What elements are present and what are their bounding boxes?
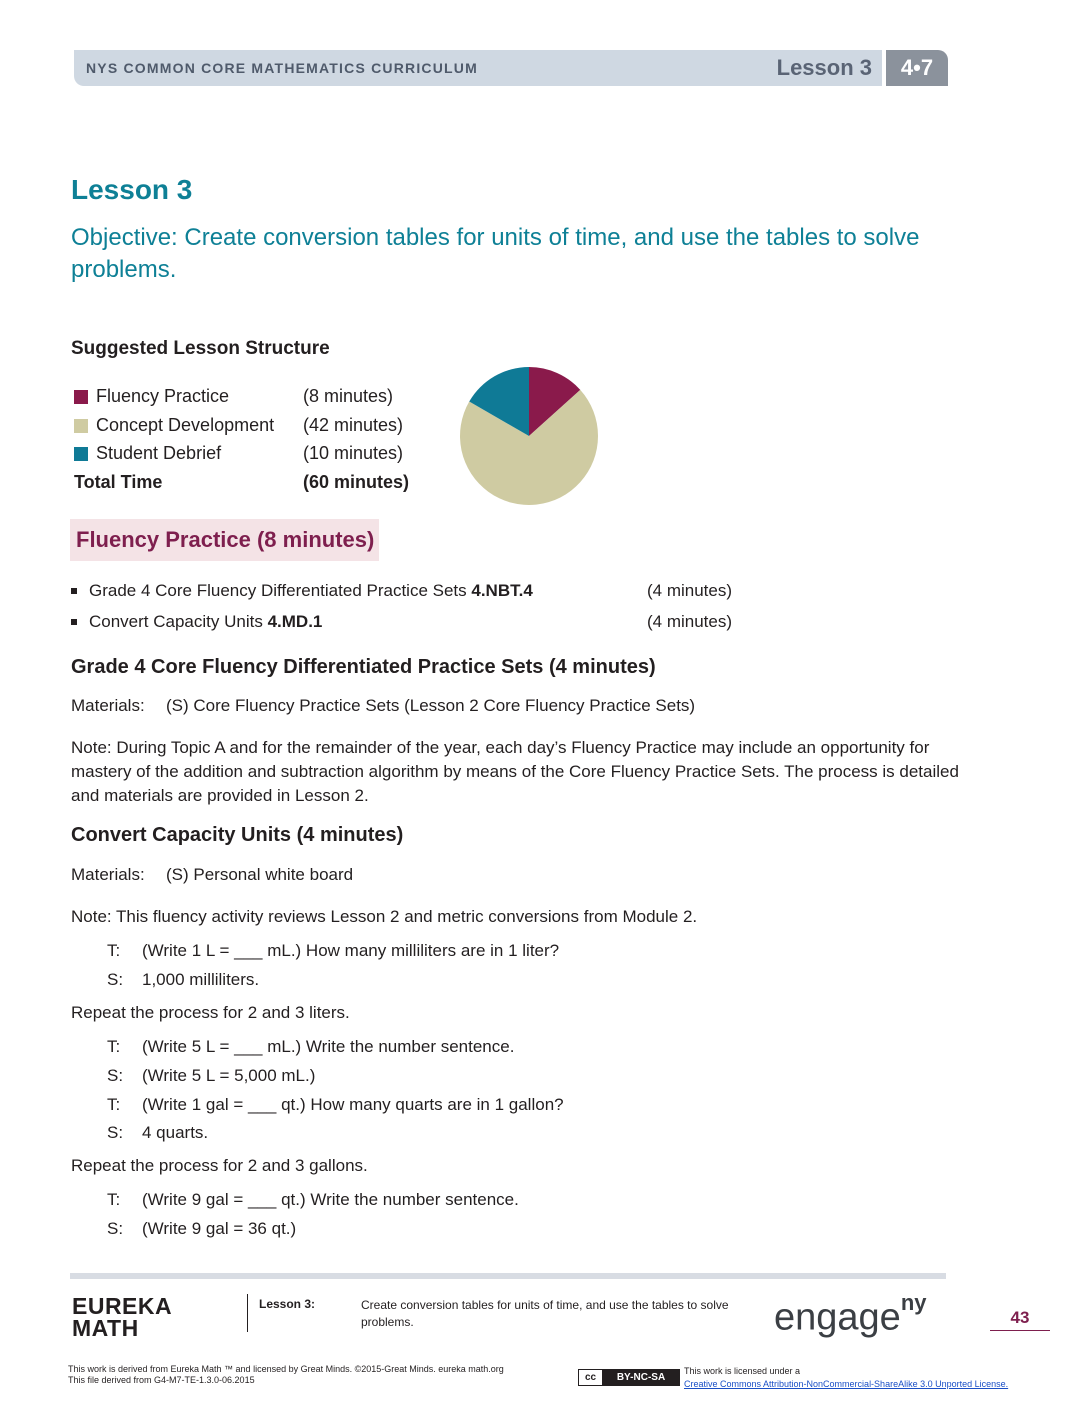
square-bullet-icon [71, 588, 77, 594]
engage-text: engage [774, 1296, 901, 1339]
logo-line-1: EUREKA [72, 1293, 173, 1319]
curriculum-label: NYS COMMON CORE MATHEMATICS CURRICULUM [86, 60, 478, 76]
total-time-label: Total Time [74, 472, 163, 492]
fluency-item-text [89, 610, 322, 634]
cc-badge-text: BY-NC-SA [603, 1370, 679, 1385]
legend-swatch [74, 447, 88, 461]
ny-text: ny [900, 1290, 927, 1315]
header-lesson: Lesson 3 [776, 55, 872, 80]
dialog-text: (Write 9 gal = 36 qt.) [142, 1219, 297, 1238]
dialog-speaker: T: [107, 1037, 121, 1056]
fluency-item-standard: 4.MD.1 [267, 612, 323, 631]
dialog-text: 1,000 milliliters. [142, 970, 260, 989]
dialog-speaker: S: [107, 1066, 124, 1085]
fluency-heading: Fluency Practice (8 minutes) [76, 527, 375, 552]
materials-text: (S) Core Fluency Practice Sets (Lesson 2 Core Fluency Practice Sets) [166, 696, 696, 715]
legend-swatch [74, 419, 88, 433]
lesson-structure-pie-chart [458, 365, 600, 507]
dialog-text: (Write 1 gal = ___ qt.) How many quarts are in 1 gallon? [142, 1095, 564, 1114]
logo-line-2: MATH [72, 1315, 139, 1341]
dialog-text: (Write 5 L = 5,000 mL.) [142, 1066, 316, 1085]
dialog-text: (Write 5 L = ___ mL.) Write the number sentence. [142, 1037, 515, 1056]
dialog-text: (Write 9 gal = ___ qt.) Write the number sentence. [142, 1190, 519, 1209]
footer-divider [247, 1294, 248, 1332]
fluency-item-standard: 4.NBT.4 [471, 581, 533, 600]
fluency-item-label: Convert Capacity Units [89, 612, 268, 631]
credit-line-1: This work is derived from Eureka Math ™ and licensed by Great Minds. ©2015-Great Minds. eureka math.org [68, 1364, 504, 1374]
lesson-title: Lesson 3 [71, 174, 193, 205]
eureka-math-logo [72, 1295, 172, 1339]
structure-item-name: Fluency Practice [96, 386, 230, 406]
page-number: 43 [1010, 1308, 1030, 1327]
fluency-heading-box [70, 519, 379, 561]
structure-item-minutes: (8 minutes) [303, 386, 394, 406]
license-link[interactable]: Creative Commons Attribution-NonCommercial-ShareAlike 3.0 Unported License. [684, 1379, 1009, 1389]
dialog-speaker: S: [107, 1123, 124, 1142]
footer-rule [70, 1273, 946, 1279]
dialog-speaker: S: [107, 1219, 124, 1238]
cc-icon: cc [579, 1370, 603, 1385]
structure-item-name: Concept Development [96, 415, 275, 435]
section-heading-core-fluency: Grade 4 Core Fluency Differentiated Practice Sets (4 minutes) [71, 656, 656, 678]
dialog-speaker: S: [107, 970, 124, 989]
repeat-instruction: Repeat the process for 2 and 3 gallons. [71, 1156, 368, 1175]
structure-item-minutes: (42 minutes) [303, 415, 404, 435]
dialog-text: (Write 1 L = ___ mL.) How many milliliters are in 1 liter? [142, 941, 560, 960]
materials-text: (S) Personal white board [166, 865, 354, 884]
dialog-speaker: T: [107, 1095, 121, 1114]
repeat-instruction: Repeat the process for 2 and 3 liters. [71, 1003, 350, 1022]
grade-module-badge: 4•7 [886, 50, 948, 86]
license-text: This work is licensed under a [684, 1366, 801, 1376]
fluency-item-minutes: (4 minutes) [647, 581, 733, 600]
footer-lesson-label: Lesson 3: [259, 1297, 316, 1311]
materials-line [71, 863, 961, 887]
credit-line-2: This file derived from G4-M7-TE-1.3.0-06.2015 [68, 1375, 255, 1385]
note-paragraph: Note: This fluency activity reviews Lesson 2 and metric conversions from Module 2. [71, 907, 698, 926]
fluency-item-minutes: (4 minutes) [647, 612, 733, 631]
dialog-text: 4 quarts. [142, 1123, 209, 1142]
materials-label: Materials: [71, 865, 145, 884]
note-paragraph: Note: During Topic A and for the remainder of the year, each day’s Fluency Practice may include an opportunity for mastery of the addition and subtraction algorithm by means of the Core Fluency Practice Sets. The process is detailed and materials are provided in Lesson 2. [71, 738, 959, 805]
footer-lesson-description: Create conversion tables for units of time, and use the tables to solve problems. [361, 1298, 729, 1329]
page-number-rule [990, 1330, 1050, 1331]
materials-label: Materials: [71, 696, 145, 715]
creative-commons-badge [578, 1369, 680, 1386]
structure-heading: Suggested Lesson Structure [71, 338, 330, 359]
materials-line [71, 694, 961, 718]
fluency-item-label: Grade 4 Core Fluency Differentiated Practice Sets [89, 581, 472, 600]
structure-item-minutes: (10 minutes) [303, 443, 404, 463]
section-heading-capacity: Convert Capacity Units (4 minutes) [71, 824, 404, 846]
dialog-speaker: T: [107, 1190, 121, 1209]
header-bar [74, 50, 882, 86]
dialog-speaker: T: [107, 941, 121, 960]
total-time-minutes: (60 minutes) [303, 472, 410, 492]
square-bullet-icon [71, 619, 77, 625]
lesson-objective: Objective: Create conversion tables for units of time, and use the tables to solve problems. [71, 224, 920, 283]
structure-item-name: Student Debrief [96, 443, 222, 463]
engageny-logo [774, 1290, 927, 1340]
fluency-item-text [89, 579, 533, 603]
legend-swatch [74, 390, 88, 404]
